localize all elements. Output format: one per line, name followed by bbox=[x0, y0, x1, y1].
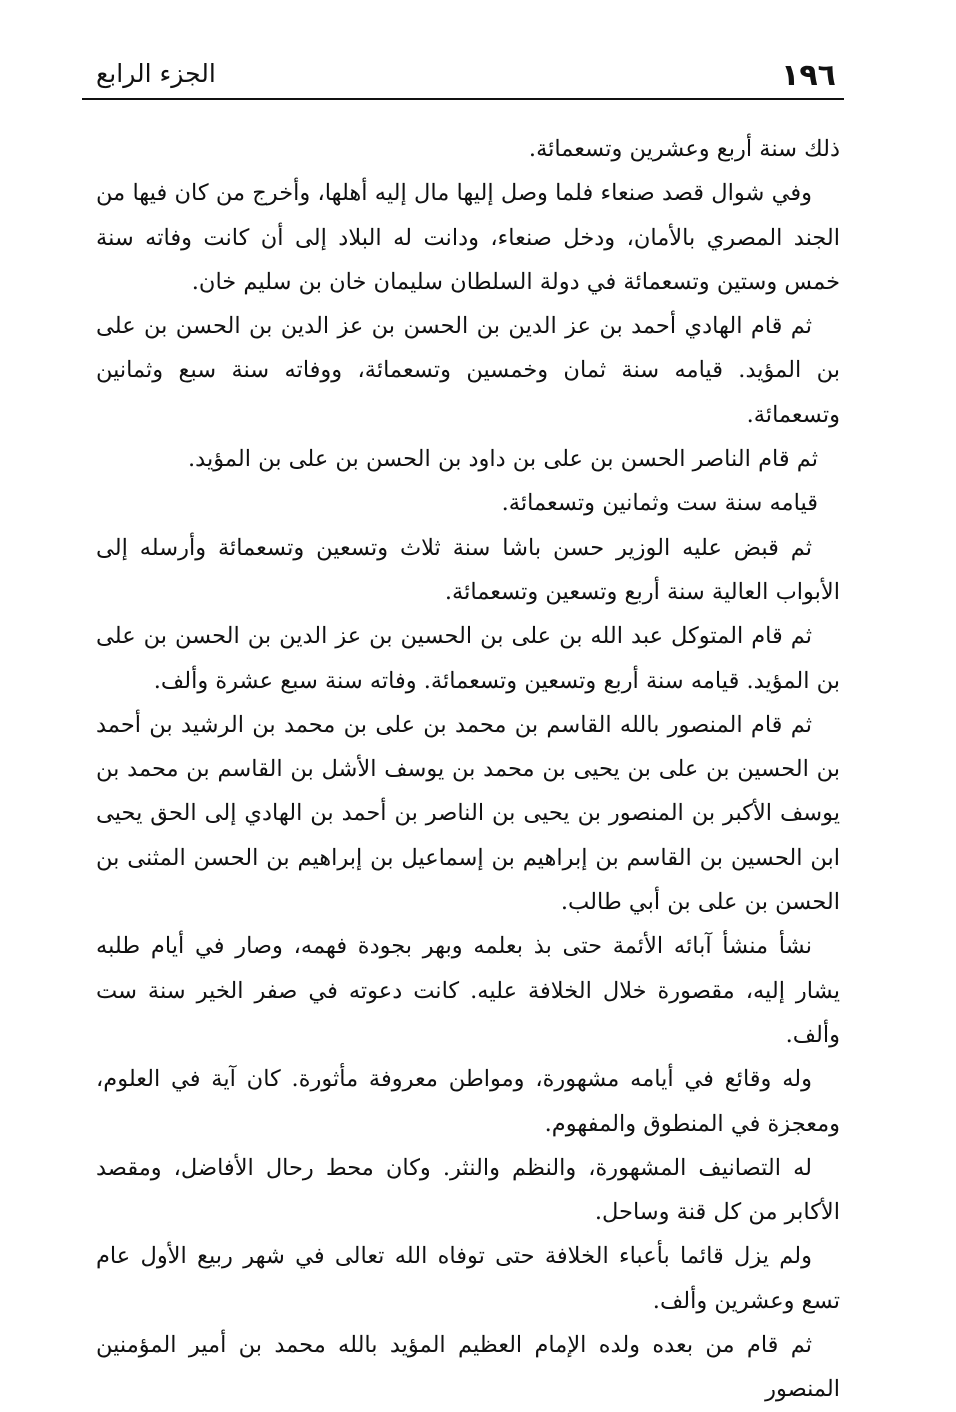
running-head: الجزء الرابع bbox=[96, 59, 216, 88]
paragraph: نشأ منشأ آبائه الأئمة حتى بذ بعلمه وبهر بجودة فهمه، وصار في أيام طلبه يشار إليه، مقصورة خلال الخلافة عليه. كانت دعوته في صفر الخير سنة ست وألف. bbox=[96, 933, 840, 1048]
paragraph: له التصانيف المشهورة، والنظم والنثر. وكان محط رحال الأفاضل، ومقصد الأكابر من كل قنة وساحل. bbox=[96, 1154, 840, 1226]
paragraph: وفي شوال قصد صنعاء فلما وصل إليها مال إليه أهلها، وأخرج من كان فيها من الجند المصري بالأمان، ودخل صنعاء، ودانت له البلاد إلى أن كانت وفاته سنة خمس وستين وتسعمائة في دولة السلطان سليمان خان بن سليم خان. bbox=[96, 180, 840, 295]
paragraph: ولم يزل قائما بأعباء الخلافة حتى توفاه الله تعالى في شهر ربيع الأول عام تسع وعشرين وألف. bbox=[96, 1243, 840, 1314]
header-rule bbox=[82, 98, 844, 100]
body-text bbox=[96, 127, 840, 1412]
paragraph: ثم قام من بعده ولده الإمام العظيم المؤيد بالله محمد بن أمير المؤمنين المنصور bbox=[96, 1332, 840, 1403]
page-number: ١٩٦ bbox=[781, 58, 836, 93]
paragraph: قيامه سنة ست وثمانين وتسعمائة. bbox=[501, 490, 818, 517]
paragraph: ذلك سنة أربع وعشرين وتسعمائة. bbox=[528, 136, 840, 162]
paragraph: ثم قام الناصر الحسن بن على بن داود بن الحسن بن على بن المؤيد. bbox=[187, 446, 818, 473]
paragraph: ثم قام المنصور بالله القاسم بن محمد بن على بن محمد بن الرشيد بن أحمد بن الحسين بن على بن يحيى بن محمد بن يوسف الأشل بن القاسم بن محمد بن يوسف الأكبر بن المنصور بن يحيى بن الناصر بن أحمد بن الهادي إلى الحق يحيى ابن الحسين بن القاسم بن إبراهيم بن إسماعيل بن إبراهيم بن الحسن المثنى بن الحسن بن على بن أبي طالب. bbox=[96, 711, 840, 916]
paragraph: وله وقائع في أيامه مشهورة، ومواطن معروفة مأثورة. كان آية في العلوم، ومعجزة في المنطوق والمفهوم. bbox=[96, 1066, 840, 1137]
paragraph: ثم قام المتوكل عبد الله بن على بن الحسين بن عز الدين بن الحسن بن على بن المؤيد. قيامه سنة أربع وتسعين وتسعمائة. وفاته سنة سبع عشرة وألف. bbox=[96, 623, 840, 694]
page-header bbox=[82, 52, 842, 100]
paragraph: ثم قبض عليه الوزير حسن باشا سنة ثلاث وتسعين وتسعمائة وأرسله إلى الأبواب العالية سنة أربع وتسعين وتسعمائة. bbox=[96, 534, 840, 605]
paragraph: ثم قام الهادي أحمد بن عز الدين بن الحسن بن عز الدين بن الحسن بن على بن المؤيد. قيامه سنة ثمان وخمسين وتسعمائة، ووفاته سنة سبع وثمانين وتسعمائة. bbox=[96, 313, 840, 428]
